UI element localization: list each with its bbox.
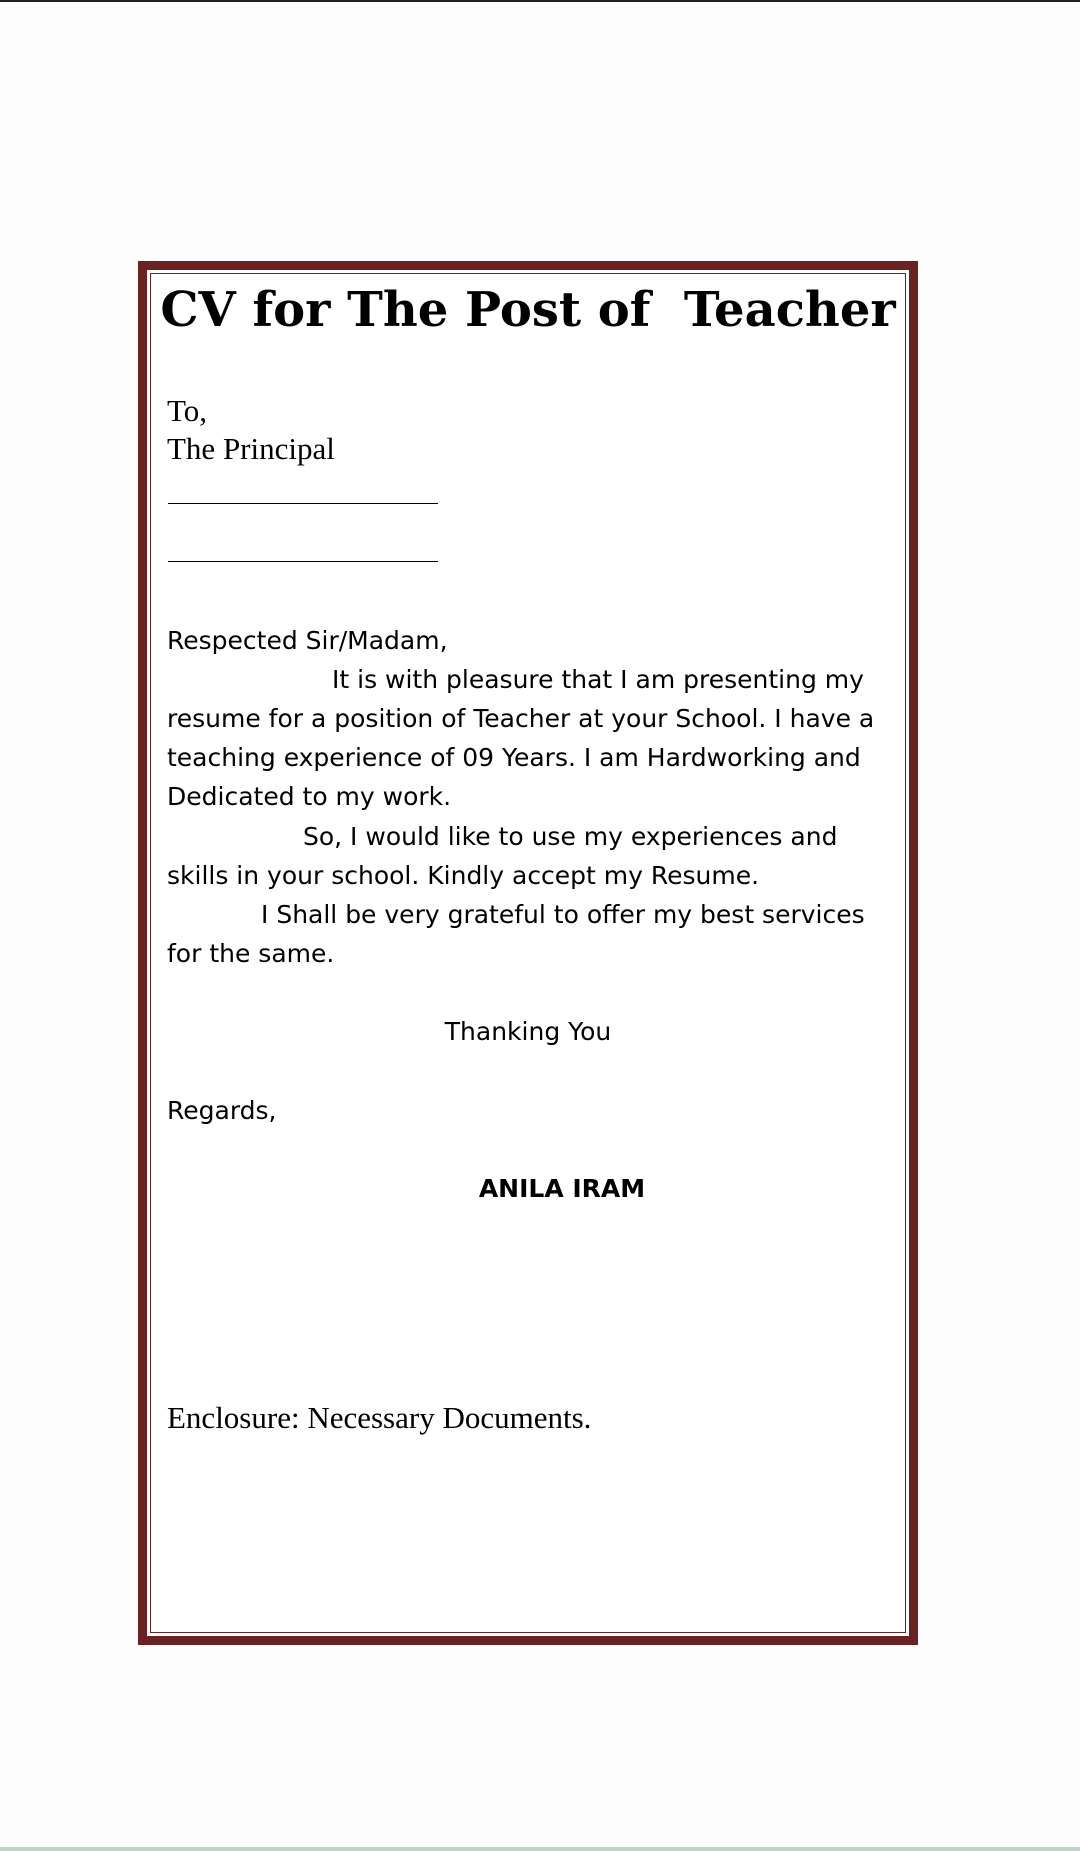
body-line-2: resume for a position of Teacher at your School. I have a xyxy=(167,704,875,733)
body-line-1: It is with pleasure that I am presenting my xyxy=(332,665,864,694)
document-title: CV for The Post of Teacher xyxy=(160,282,896,338)
closing-regards: Regards, xyxy=(167,1096,277,1125)
top-edge-rule xyxy=(0,0,1080,2)
address-blank-line-2 xyxy=(168,561,438,562)
body-line-6: skills in your school. Kindly accept my Resume. xyxy=(167,861,760,890)
bottom-edge-rule xyxy=(0,1847,1080,1851)
body-line-4: Dedicated to my work. xyxy=(167,782,452,811)
body-line-3: teaching experience of 09 Years. I am Hardworking and xyxy=(167,743,861,772)
signature-name: ANILA IRAM xyxy=(478,1174,646,1203)
enclosure-line: Enclosure: Necessary Documents. xyxy=(167,1400,592,1435)
address-blank-line-1 xyxy=(168,503,438,504)
address-recipient: The Principal xyxy=(167,431,335,466)
body-line-7: I Shall be very grateful to offer my best services xyxy=(261,900,865,929)
letter-page xyxy=(138,261,918,1645)
thanks-line: Thanking You xyxy=(444,1017,612,1046)
body-line-5: So, I would like to use my experiences and xyxy=(303,822,838,851)
body-line-8: for the same. xyxy=(167,939,335,968)
greeting: Respected Sir/Madam, xyxy=(167,626,448,655)
address-salutation: To, xyxy=(167,393,208,428)
